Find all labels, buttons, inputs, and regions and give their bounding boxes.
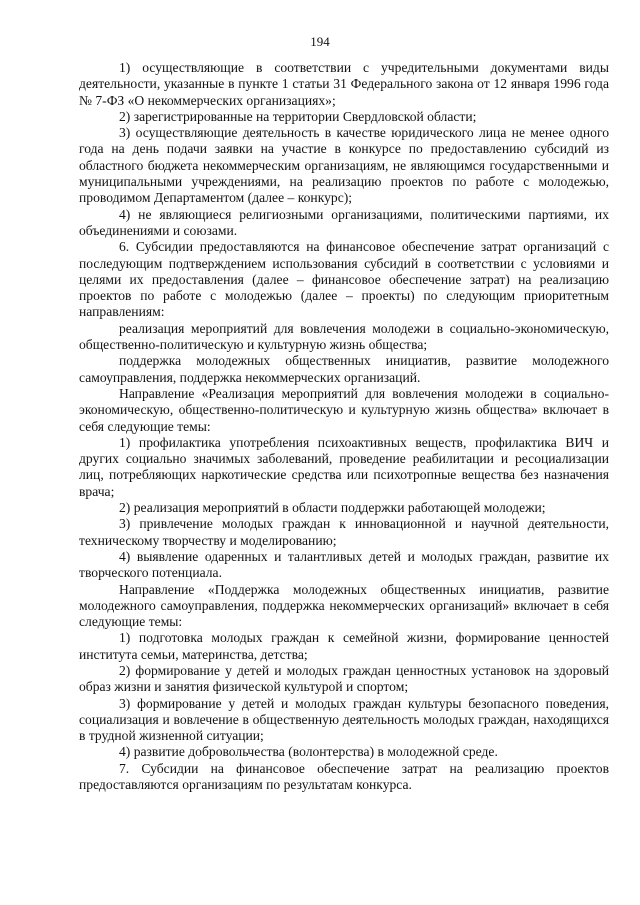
paragraph: 6. Субсидии предоставляются на финансовое обеспечение затрат организаций с последующим подтверждением использования субсидий в соответствии с условиями и целями их предоставления (далее – финансовое обеспечение затрат) на реализацию проектов по работе с молодежью (далее – проекты) по следующим приоритетным направлениям: (79, 239, 609, 320)
paragraph: 7. Субсидии на финансовое обеспечение затрат на реализацию проектов предоставляются организациям по результатам конкурса. (79, 760, 609, 793)
paragraph: 4) не являющиеся религиозными организациями, политическими партиями, их объединениями и союзами. (79, 206, 609, 238)
paragraph: 2) реализация мероприятий в области поддержки работающей молодежи; (119, 500, 546, 516)
document-body (79, 60, 609, 793)
paragraph: 1) профилактика употребления психоактивных веществ, профилактика ВИЧ и других социально значимых заболеваний, проведение реабилитации и ресоциализации лиц, потребляющих наркотические средства или психотропные вещества без назначения врача; (79, 434, 609, 499)
paragraph: 4) развитие добровольчества (волонтерства) в молодежной среде. (119, 744, 498, 760)
paragraph: Направление «Поддержка молодежных общественных инициатив, развитие молодежного самоуправления, поддержка некоммерческих организаций» включает в себя следующие темы: (79, 581, 609, 630)
paragraph: 3) осуществляющие деятельность в качестве юридического лица не менее одного года на день подачи заявки на участие в конкурсе по предоставлению субсидий из областного бюджета некоммерческим организациям, не являющимся государственными и муниципальными учреждениями, на реализацию проектов по работе с молодежью, проводимом Департаментом (далее – конкурс); (79, 125, 609, 206)
paragraph: 3) привлечение молодых граждан к инновационной и научной деятельности, техническому творчеству и моделированию; (79, 516, 609, 548)
paragraph: 2) формирование у детей и молодых граждан ценностных установок на здоровый образ жизни и занятия физической культурой и спортом; (79, 662, 609, 695)
paragraph: 4) выявление одаренных и талантливых детей и молодых граждан, развитие их творческого потенциала. (79, 548, 609, 581)
paragraph: поддержка молодежных общественных инициатив, развитие молодежного самоуправления, поддержка некоммерческих организаций. (79, 353, 609, 385)
paragraph: 1) осуществляющие в соответствии с учредительными документами виды деятельности, указанные в пункте 1 статьи 31 Федерального закона от 12 января 1996 года № 7-ФЗ «О некоммерческих организациях»; (79, 60, 609, 108)
paragraph: Направление «Реализация мероприятий для вовлечения молодежи в социально-экономическую, общественно-политическую и культурную жизнь общества» включает в себя следующие темы: (79, 385, 609, 434)
paragraph: 3) формирование у детей и молодых граждан культуры безопасного поведения, социализация и вовлечение в общественную деятельность молодых граждан, находящихся в трудной жизненной ситуации; (79, 695, 609, 744)
paragraph: 1) подготовка молодых граждан к семейной жизни, формирование ценностей института семьи, материнства, детства; (79, 630, 609, 662)
paragraph: реализация мероприятий для вовлечения молодежи в социально-экономическую, общественно-политическую и культурную жизнь общества; (79, 320, 609, 353)
paragraph: 2) зарегистрированные на территории Свердловской области; (119, 108, 477, 124)
page-number: 194 (310, 34, 330, 49)
